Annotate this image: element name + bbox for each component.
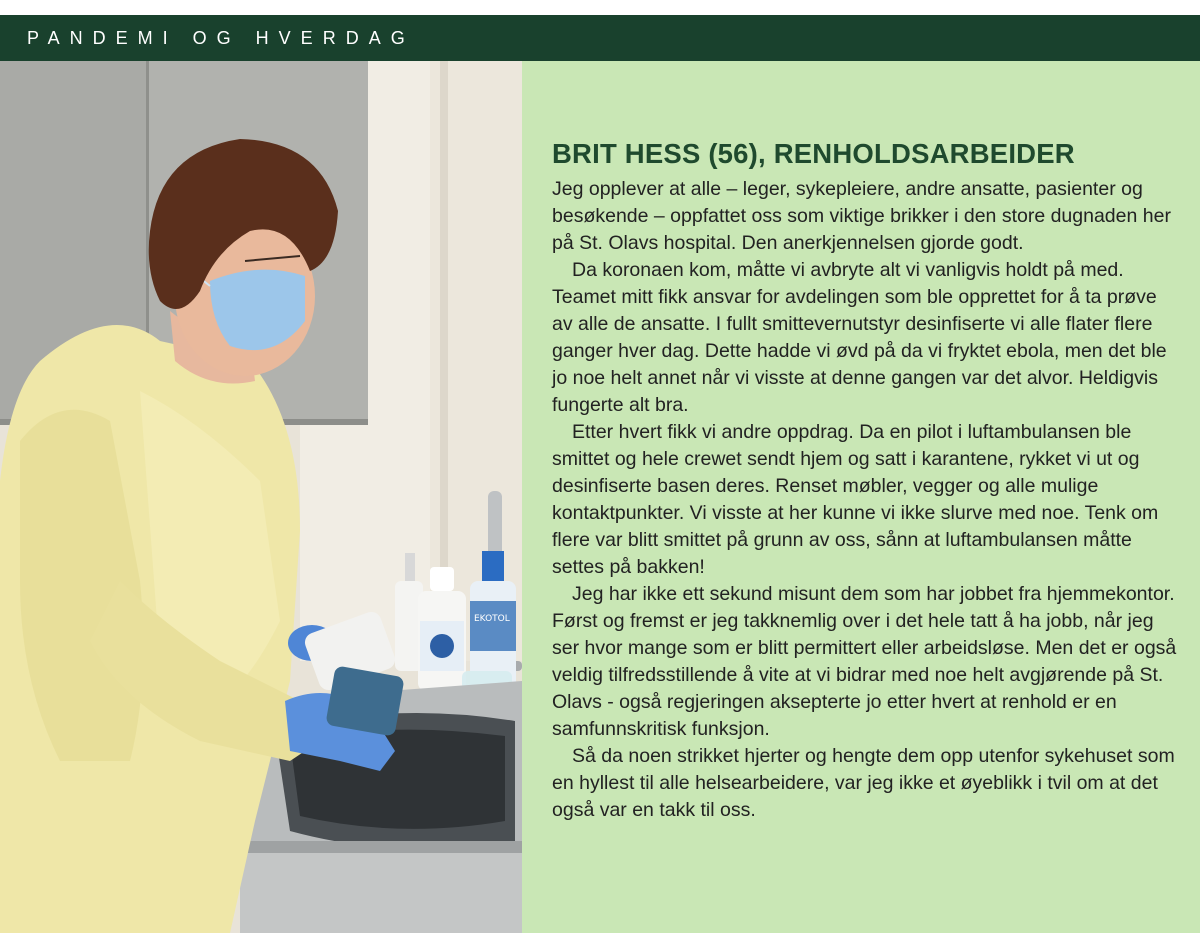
photo-cleaning-worker bbox=[0, 61, 522, 933]
article-paragraph-1: Jeg opplever at alle – leger, sykepleiere, andre ansatte, pasienter og besøkende – oppfattet oss som viktige brikker i den store dugnaden her på St. Olavs hospital. Den anerkjennelsen gjorde godt. bbox=[552, 178, 1171, 254]
bottle-label-text: EKOTOL bbox=[474, 614, 510, 624]
article-heading: BRIT HESS (56), RENHOLDSARBEIDER bbox=[552, 138, 1075, 169]
article bbox=[552, 138, 1182, 824]
article-paragraph-2: Da koronaen kom, måtte vi avbryte alt vi vanligvis holdt på med. Teamet mitt fikk ansvar for avdelingen som ble opprettet for å ta prøve av alle de ansatte. I fullt smittevernutstyr desinfiserte vi alle flater flere ganger hver dag. Dette hadde vi øvd på da vi fryktet ebola, men det ble jo noe helt annet når vi visste at denne gangen var det alvor. Heldigvis fungerte alt bra. bbox=[552, 259, 1167, 416]
article-paragraph-4: Jeg har ikke ett sekund misunt dem som har jobbet fra hjemmekontor. Først og fremst er jeg takknemlig over i det hele tatt å ha jobb, når jeg ser hvor mange som er blitt permittert eller arbeidsløse. Men det er også veldig tilfredsstillende å vite at vi bidrar med noe helt avgjørende på St. Olavs - også regjeringen aksepterte jo etter hvert at renhold er en samfunnskritisk funksjon. bbox=[552, 583, 1177, 740]
section-header-bar bbox=[0, 15, 1200, 61]
article-paragraph-3: Etter hvert fikk vi andre oppdrag. Da en pilot i luftambulansen ble smittet og hele crewet sendt hjem og satt i karantene, rykket vi ut og desinfiserte basen deres. Renset møbler, vegger og alle mulige kontaktpunkter. Vi visste at her kunne vi ikke slurve med noe. Tenk om flere var blitt smittet på grunn av oss, sånn at luftambulansen måtte settes på bakken! bbox=[552, 421, 1159, 578]
article-paragraph-5: Så da noen strikket hjerter og hengte dem opp utenfor sykehuset som en hyllest til alle helsearbeidere, var jeg ikke et øyeblikk i tvil om at det også var en takk til oss. bbox=[552, 745, 1175, 821]
section-title: PANDEMI OG HVERDAG bbox=[27, 27, 415, 48]
